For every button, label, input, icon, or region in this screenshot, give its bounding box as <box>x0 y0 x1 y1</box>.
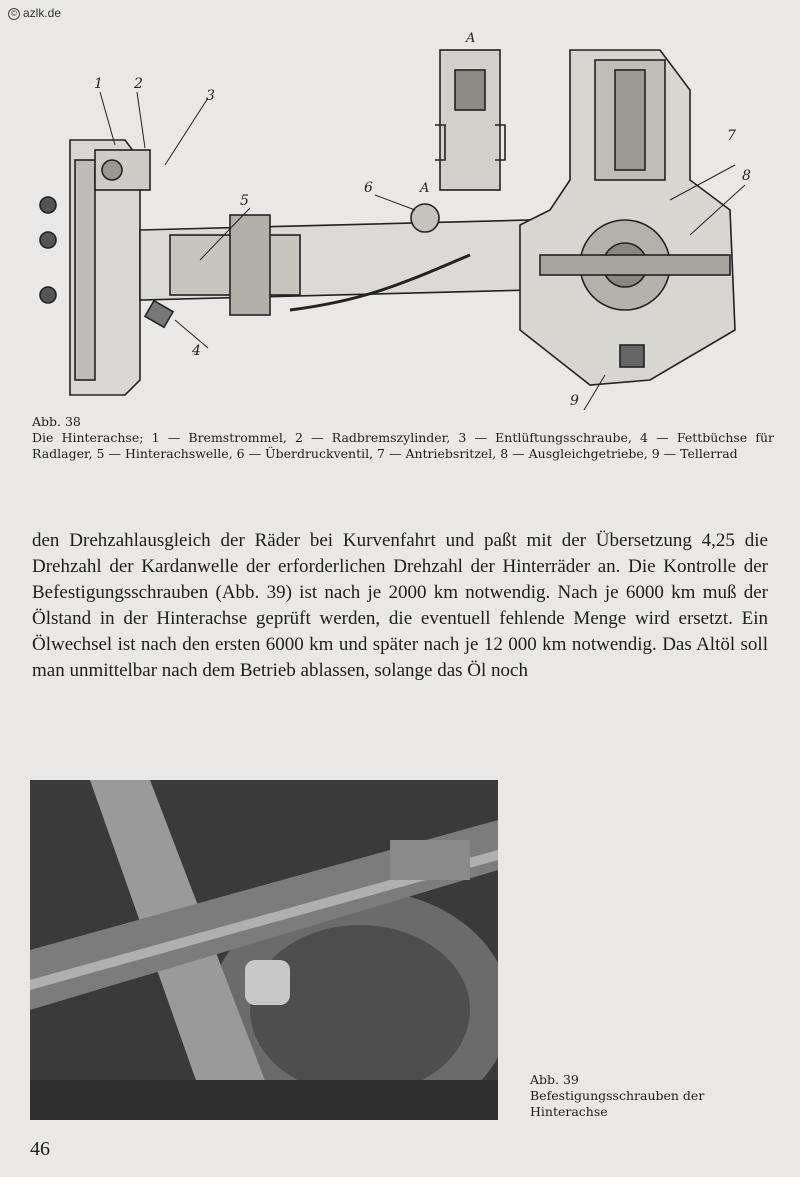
watermark <box>8 6 61 20</box>
callout-9: 9 <box>570 393 579 409</box>
callout-6: 6 <box>364 180 373 196</box>
callout-4: 4 <box>192 343 201 359</box>
callout-A-upper: A <box>466 31 476 46</box>
callout-3: 3 <box>206 88 215 104</box>
callout-8: 8 <box>742 168 751 184</box>
figure-38-text: Die Hinterachse; 1 — Bremstrommel, 2 — Radbremszylinder, 3 — Entlüftungsschraube, 4 — Fettbüchse für Radlager, 5 — Hinterachswelle, 6 — Überdruckventil, 7 — Antriebsritzel, 8 — Ausgleichgetriebe, 9 — Tellerrad <box>32 430 774 461</box>
callout-A-lower: A <box>420 181 430 196</box>
watermark-text: azlk.de <box>23 6 62 20</box>
figure-38-caption <box>32 414 774 462</box>
figure-39-caption <box>530 1072 770 1120</box>
callout-7: 7 <box>727 128 736 144</box>
rear-axle-photo <box>30 780 498 1120</box>
body-paragraph: den Drehzahlausgleich der Räder bei Kurvenfahrt und paßt mit der Übersetzung 4,25 die Drehzahl der Kardanwelle der erforderlichen Drehzahl der Hinterräder an. Die Kontrolle der Befestigungsschrauben (Abb. 39) ist nach je 2000 km notwendig. Nach je 6000 km muß der Ölstand in der Hinterachse geprüft werden, die eventuell fehlende Menge wird ersetzt. Ein Ölwechsel ist nach den ersten 6000 km und später nach je 12 000 km notwendig. Das Altöl soll man unmittelbar nach dem Betrieb ablassen, solange das Öl noch <box>32 530 768 681</box>
figure-39-label: Abb. 39 <box>530 1072 579 1087</box>
rear-axle-diagram <box>30 30 775 410</box>
page-number: 46 <box>30 1138 50 1160</box>
callout-1: 1 <box>94 76 103 92</box>
callout-2: 2 <box>134 76 143 92</box>
copyright-icon: © <box>8 8 20 20</box>
figure-38-label: Abb. 38 <box>32 414 81 429</box>
figure-39-text: Befestigungsschrauben der Hinterachse <box>530 1088 705 1119</box>
callout-5: 5 <box>240 193 249 209</box>
